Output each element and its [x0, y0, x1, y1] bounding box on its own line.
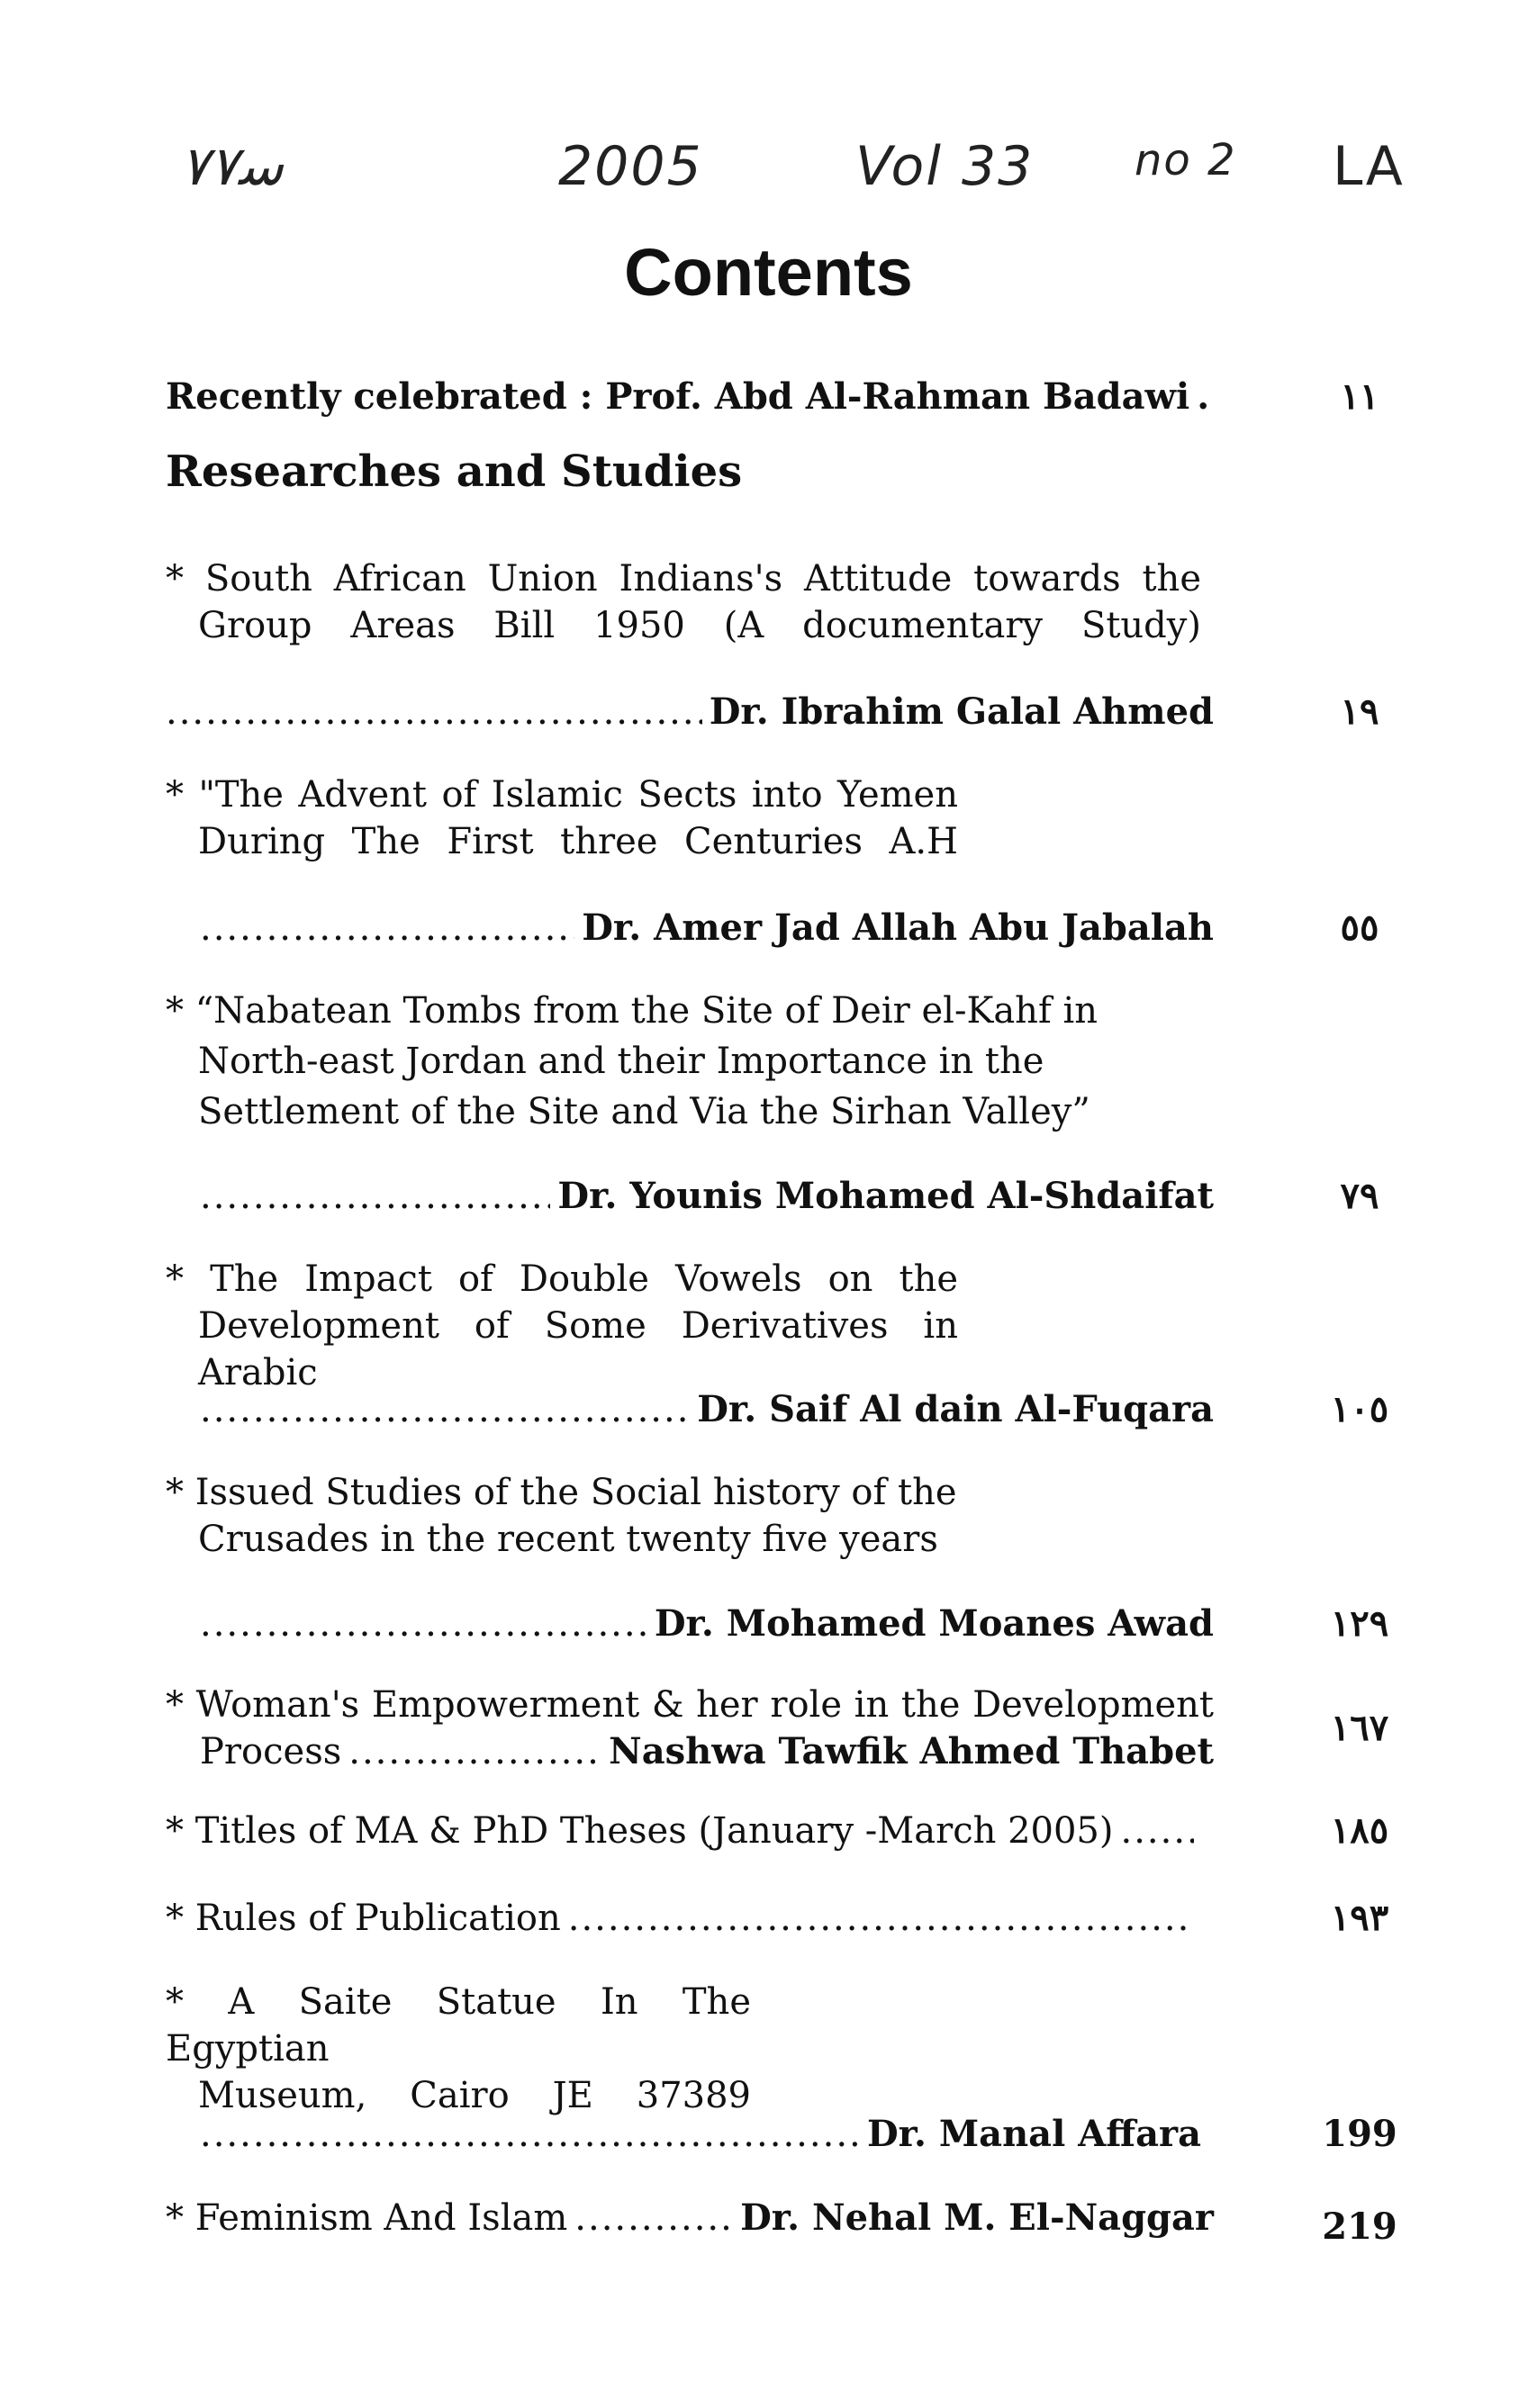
entry-label: Recently celebrated : Prof. Abd Al-Rahman Badawi	[166, 375, 1190, 418]
handwritten-initials: LA	[1333, 135, 1405, 198]
page-number: ١٨٥	[1330, 1809, 1389, 1852]
toc-entry-author-line	[200, 2111, 1201, 2158]
leader-dots	[348, 1728, 601, 1775]
handwritten-number: no 2	[1135, 135, 1237, 185]
toc-entry-title: * A Saite Statue In The Egyptian Museum, Cairo JE 37389	[166, 1981, 751, 2116]
handwritten-volume: Vol 33	[855, 135, 1035, 198]
toc-entry-rules: * Rules of Publication .....	[166, 1895, 1201, 1942]
entry-author: Dr. Manal Affara	[866, 2113, 1201, 2155]
page-number: ٧٩	[1340, 1175, 1379, 1217]
section-heading: Researches and Studies	[166, 446, 743, 497]
leader-dots	[574, 2195, 733, 2241]
page-number: ١٠٥	[1330, 1388, 1389, 1430]
leader-dots	[200, 1173, 550, 1220]
page-number: ١٩	[1340, 690, 1379, 733]
leader-dots	[200, 1601, 647, 1647]
toc-entry-author-line: Process ..... Nashwa Tawfik Ahmed Thabet	[200, 1728, 1214, 1775]
leader-dots	[166, 689, 702, 735]
handwritten-mark: ﺳ٧٧	[180, 135, 284, 198]
leader-dots	[1197, 374, 1207, 420]
entry-author: Dr. Ibrahim Galal Ahmed	[709, 690, 1214, 733]
page-number: ١١	[1340, 375, 1379, 418]
toc-entry-author-line	[200, 905, 1214, 951]
toc-entry-title: * South African Union Indians's Attitude towards the Group Areas Bill 1950 (A documentary Study)	[166, 558, 1201, 646]
toc-entry-author-line	[200, 1601, 1214, 1647]
entry-author: Dr. Nehal M. El-Naggar	[740, 2196, 1214, 2239]
leader-dots	[200, 905, 574, 951]
leader-dots	[568, 1895, 1194, 1942]
handwritten-year: 2005	[558, 135, 703, 198]
leader-dots	[200, 1386, 690, 1433]
toc-entry-title: * The Impact of Double Vowels on the Development of Some Derivatives in Arabic	[166, 1258, 958, 1393]
toc-entry-theses: * Titles of MA & PhD Theses (January -March 2005) .....	[166, 1808, 1201, 1854]
toc-entry-title: * "The Advent of Islamic Sects into Yemen During The First three Centuries A.H	[166, 774, 958, 862]
entry-author: Dr. Saif Al dain Al-Fuqara	[697, 1388, 1214, 1430]
entry-author: Dr. Mohamed Moanes Awad	[654, 1602, 1214, 1645]
toc-entry-feminism: * Feminism And Islam ..... Dr. Nehal M. El-Naggar	[166, 2195, 1214, 2241]
page-number: ١٢٩	[1330, 1602, 1389, 1645]
toc-entry-author-line	[200, 1386, 1214, 1433]
toc-entry-celebrated	[166, 374, 1214, 420]
entry-author: Dr. Amer Jad Allah Abu Jabalah	[582, 906, 1214, 949]
toc-entry-title: * Woman's Empowerment & her role in the Development	[166, 1684, 1214, 1726]
entry-author: Nashwa Tawfik Ahmed Thabet	[609, 1730, 1214, 1772]
page-title: Contents	[624, 235, 913, 310]
toc-entry-title: * “Nabatean Tombs from the Site of Deir el-Kahf in North-east Jordan and their Importance in the Settlement of the Site and Via the Sirhan Valley”	[166, 990, 1099, 1132]
leader-dots	[1120, 1808, 1194, 1854]
entry-author: Dr. Younis Mohamed Al-Shdaifat	[557, 1175, 1214, 1217]
page-number: ١٦٧	[1330, 1707, 1389, 1749]
page-number: ١٩٣	[1330, 1897, 1389, 1939]
toc-entry-author-line	[166, 689, 1214, 735]
page-number: 219	[1322, 2205, 1397, 2248]
page-number: 199	[1322, 2113, 1397, 2155]
leader-dots	[200, 2111, 860, 2158]
toc-entry-title: * Issued Studies of the Social history of the Crusades in the recent twenty five years	[166, 1472, 957, 1560]
toc-entry-author-line	[200, 1173, 1214, 1220]
page-number: ٥٥	[1340, 906, 1379, 949]
